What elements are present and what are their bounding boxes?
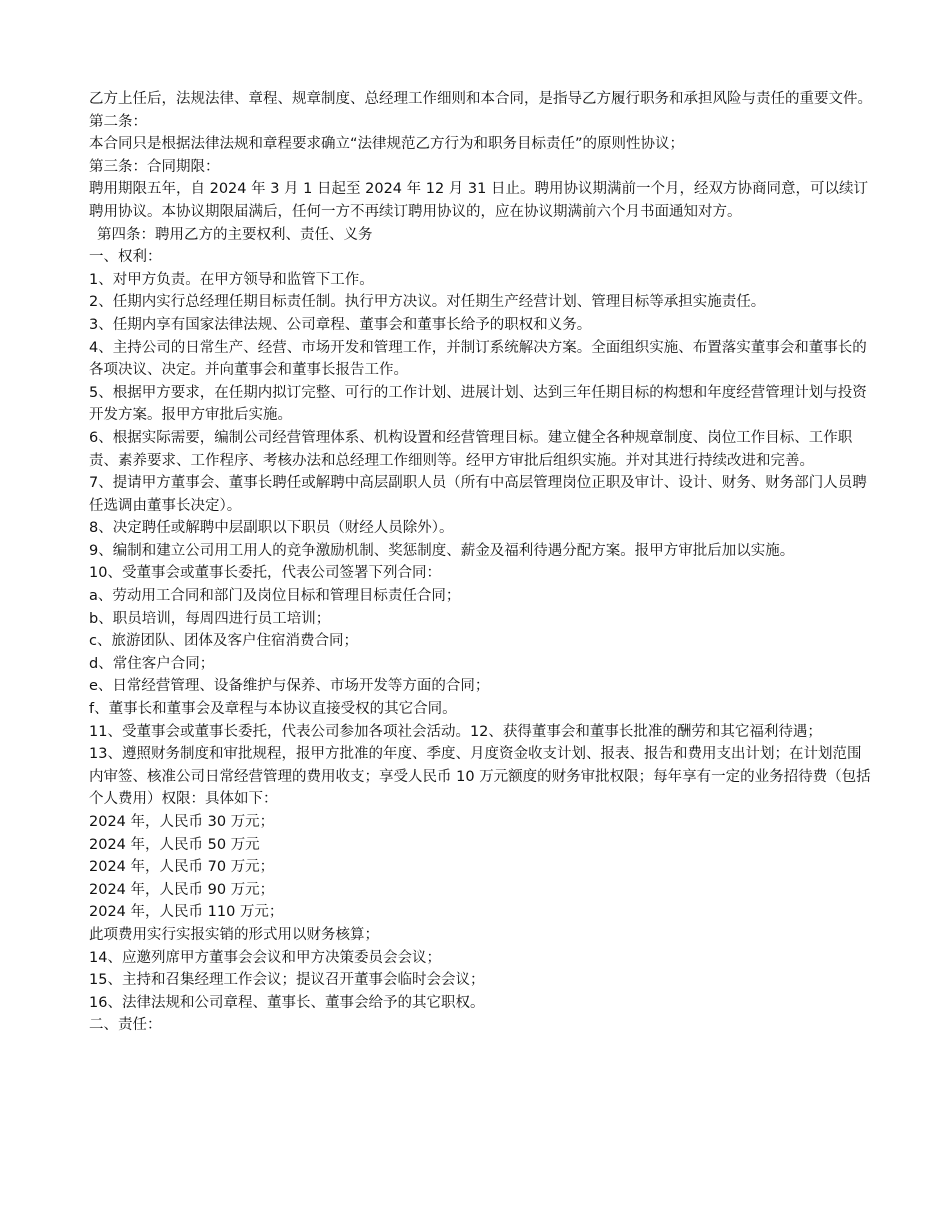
paragraph-article-3: 聘用期限五年，自 2024 年 3 月 1 日起至 2024 年 12 月 31 日止。聘用协议期满前一个月，经双方协商同意，可以续订聘用协议。本协议期限届满后，任何一方不再续订聘用协议的，应在协议期满前六个月书面通知对方。 bbox=[89, 181, 868, 220]
heading-article-4: 第四条：聘用乙方的主要权利、责任、义务 bbox=[97, 226, 373, 243]
budget-line: 2024 年，人民币 90 万元； bbox=[89, 881, 275, 898]
list-item: 14、应邀列席甲方董事会会议和甲方决策委员会会议； bbox=[89, 949, 441, 966]
list-item: 4、主持公司的日常生产、经营、市场开发和管理工作，并制订系统解决方案。全面组织实施、布置落实董事会和董事长的各项决议、决定。并向董事会和董事长报告工作。 bbox=[89, 339, 867, 379]
sub-list-item: f、董事长和董事会及章程与本协议直接受权的其它合同。 bbox=[89, 701, 457, 718]
budget-line: 2024 年，人民币 110 万元； bbox=[89, 904, 284, 921]
heading-article-2: 第二条： bbox=[89, 113, 147, 130]
heading-rights: 一、权利： bbox=[89, 249, 162, 266]
list-item: 16、法律法规和公司章程、董事长、董事会给予的其它职权。 bbox=[89, 994, 485, 1011]
paragraph-article-2: 本合同只是根据法律法规和章程要求确立“法律规范乙方行为和职务目标责任”的原则性协议； bbox=[89, 136, 685, 153]
document-body bbox=[89, 88, 874, 1037]
budget-line: 2024 年，人民币 30 万元； bbox=[89, 814, 275, 830]
list-item: 13、遵照财务制度和审批规程，报甲方批准的年度、季度、月度资金收支计划、报表、报告和费用支出计划；在计划范围内审签、核准公司日常经营管理的费用收支；享受人民币 10 万元额度的财务审批权限；每年享有一定的业务招待费（包括个人费用）权限：具体如下： bbox=[89, 746, 871, 808]
list-item: 3、任期内享有国家法律法规、公司章程、董事会和董事长给予的职权和义务。 bbox=[89, 316, 592, 333]
list-item: 6、根据实际需要，编制公司经营管理体系、机构设置和经营管理目标。建立健全各种规章制度、岗位工作目标、工作职责、素养要求、工作程序、考核办法和总经理工作细则等。经甲方审批后组织实施。并对其进行持续改进和完善。 bbox=[89, 429, 853, 469]
sub-list-item: d、常住客户合同； bbox=[89, 655, 215, 672]
budget-line: 2024 年，人民币 70 万元； bbox=[89, 859, 275, 876]
heading-article-3: 第三条：合同期限： bbox=[89, 158, 220, 175]
list-item: 8、决定聘任或解聘中层副职以下职员（财经人员除外）。 bbox=[89, 520, 454, 537]
list-item: 7、提请甲方董事会、董事长聘任或解聘中高层副职人员（所有中高层管理岗位正职及审计、设计、财务、财务部门人员聘任选调由董事长决定）。 bbox=[89, 475, 867, 514]
heading-responsibilities: 二、责任： bbox=[89, 1017, 162, 1034]
paragraph-responsibility-intro: 乙方上任后，法规法律、章程、规章制度、总经理工作细则和本合同，是指导乙方履行职务和承担风险与责任的重要文件。 bbox=[89, 91, 872, 107]
list-item: 5、根据甲方要求，在任期内拟订完整、可行的工作计划、进展计划、达到三年任期目标的构想和年度经营管理计划与投资开发方案。报甲方审批后实施。 bbox=[89, 384, 867, 424]
sub-list-item: b、职员培训，每周四进行员工培训； bbox=[89, 610, 331, 627]
list-item: 2、任期内实行总经理任期目标责任制。执行甲方决议。对任期生产经营计划、管理目标等承担实施责任。 bbox=[89, 294, 766, 311]
list-item: 10、受董事会或董事长委托，代表公司签署下列合同： bbox=[89, 565, 441, 582]
list-item: 9、编制和建立公司用工用人的竞争激励机制、奖惩制度、薪金及福利待遇分配方案。报甲方审批后加以实施。 bbox=[89, 542, 795, 559]
sub-list-item: a、劳动用工合同和部门及岗位目标和管理目标责任合同； bbox=[89, 588, 461, 605]
budget-line: 2024 年，人民币 50 万元 bbox=[89, 836, 260, 853]
paragraph-expense-note: 此项费用实行实报实销的形式用以财务核算； bbox=[89, 926, 379, 943]
list-item: 11、受董事会或董事长委托，代表公司参加各项社会活动。12、获得董事会和董事长批准的酬劳和其它福利待遇； bbox=[89, 723, 822, 740]
list-item: 15、主持和召集经理工作会议；提议召开董事会临时会会议； bbox=[89, 972, 485, 989]
sub-list-item: e、日常经营管理、设备维护与保养、市场开发等方面的合同； bbox=[89, 678, 490, 695]
list-item: 1、对甲方负责。在甲方领导和监管下工作。 bbox=[89, 271, 374, 288]
sub-list-item: c、旅游团队、团体及客户住宿消费合同； bbox=[89, 633, 358, 650]
